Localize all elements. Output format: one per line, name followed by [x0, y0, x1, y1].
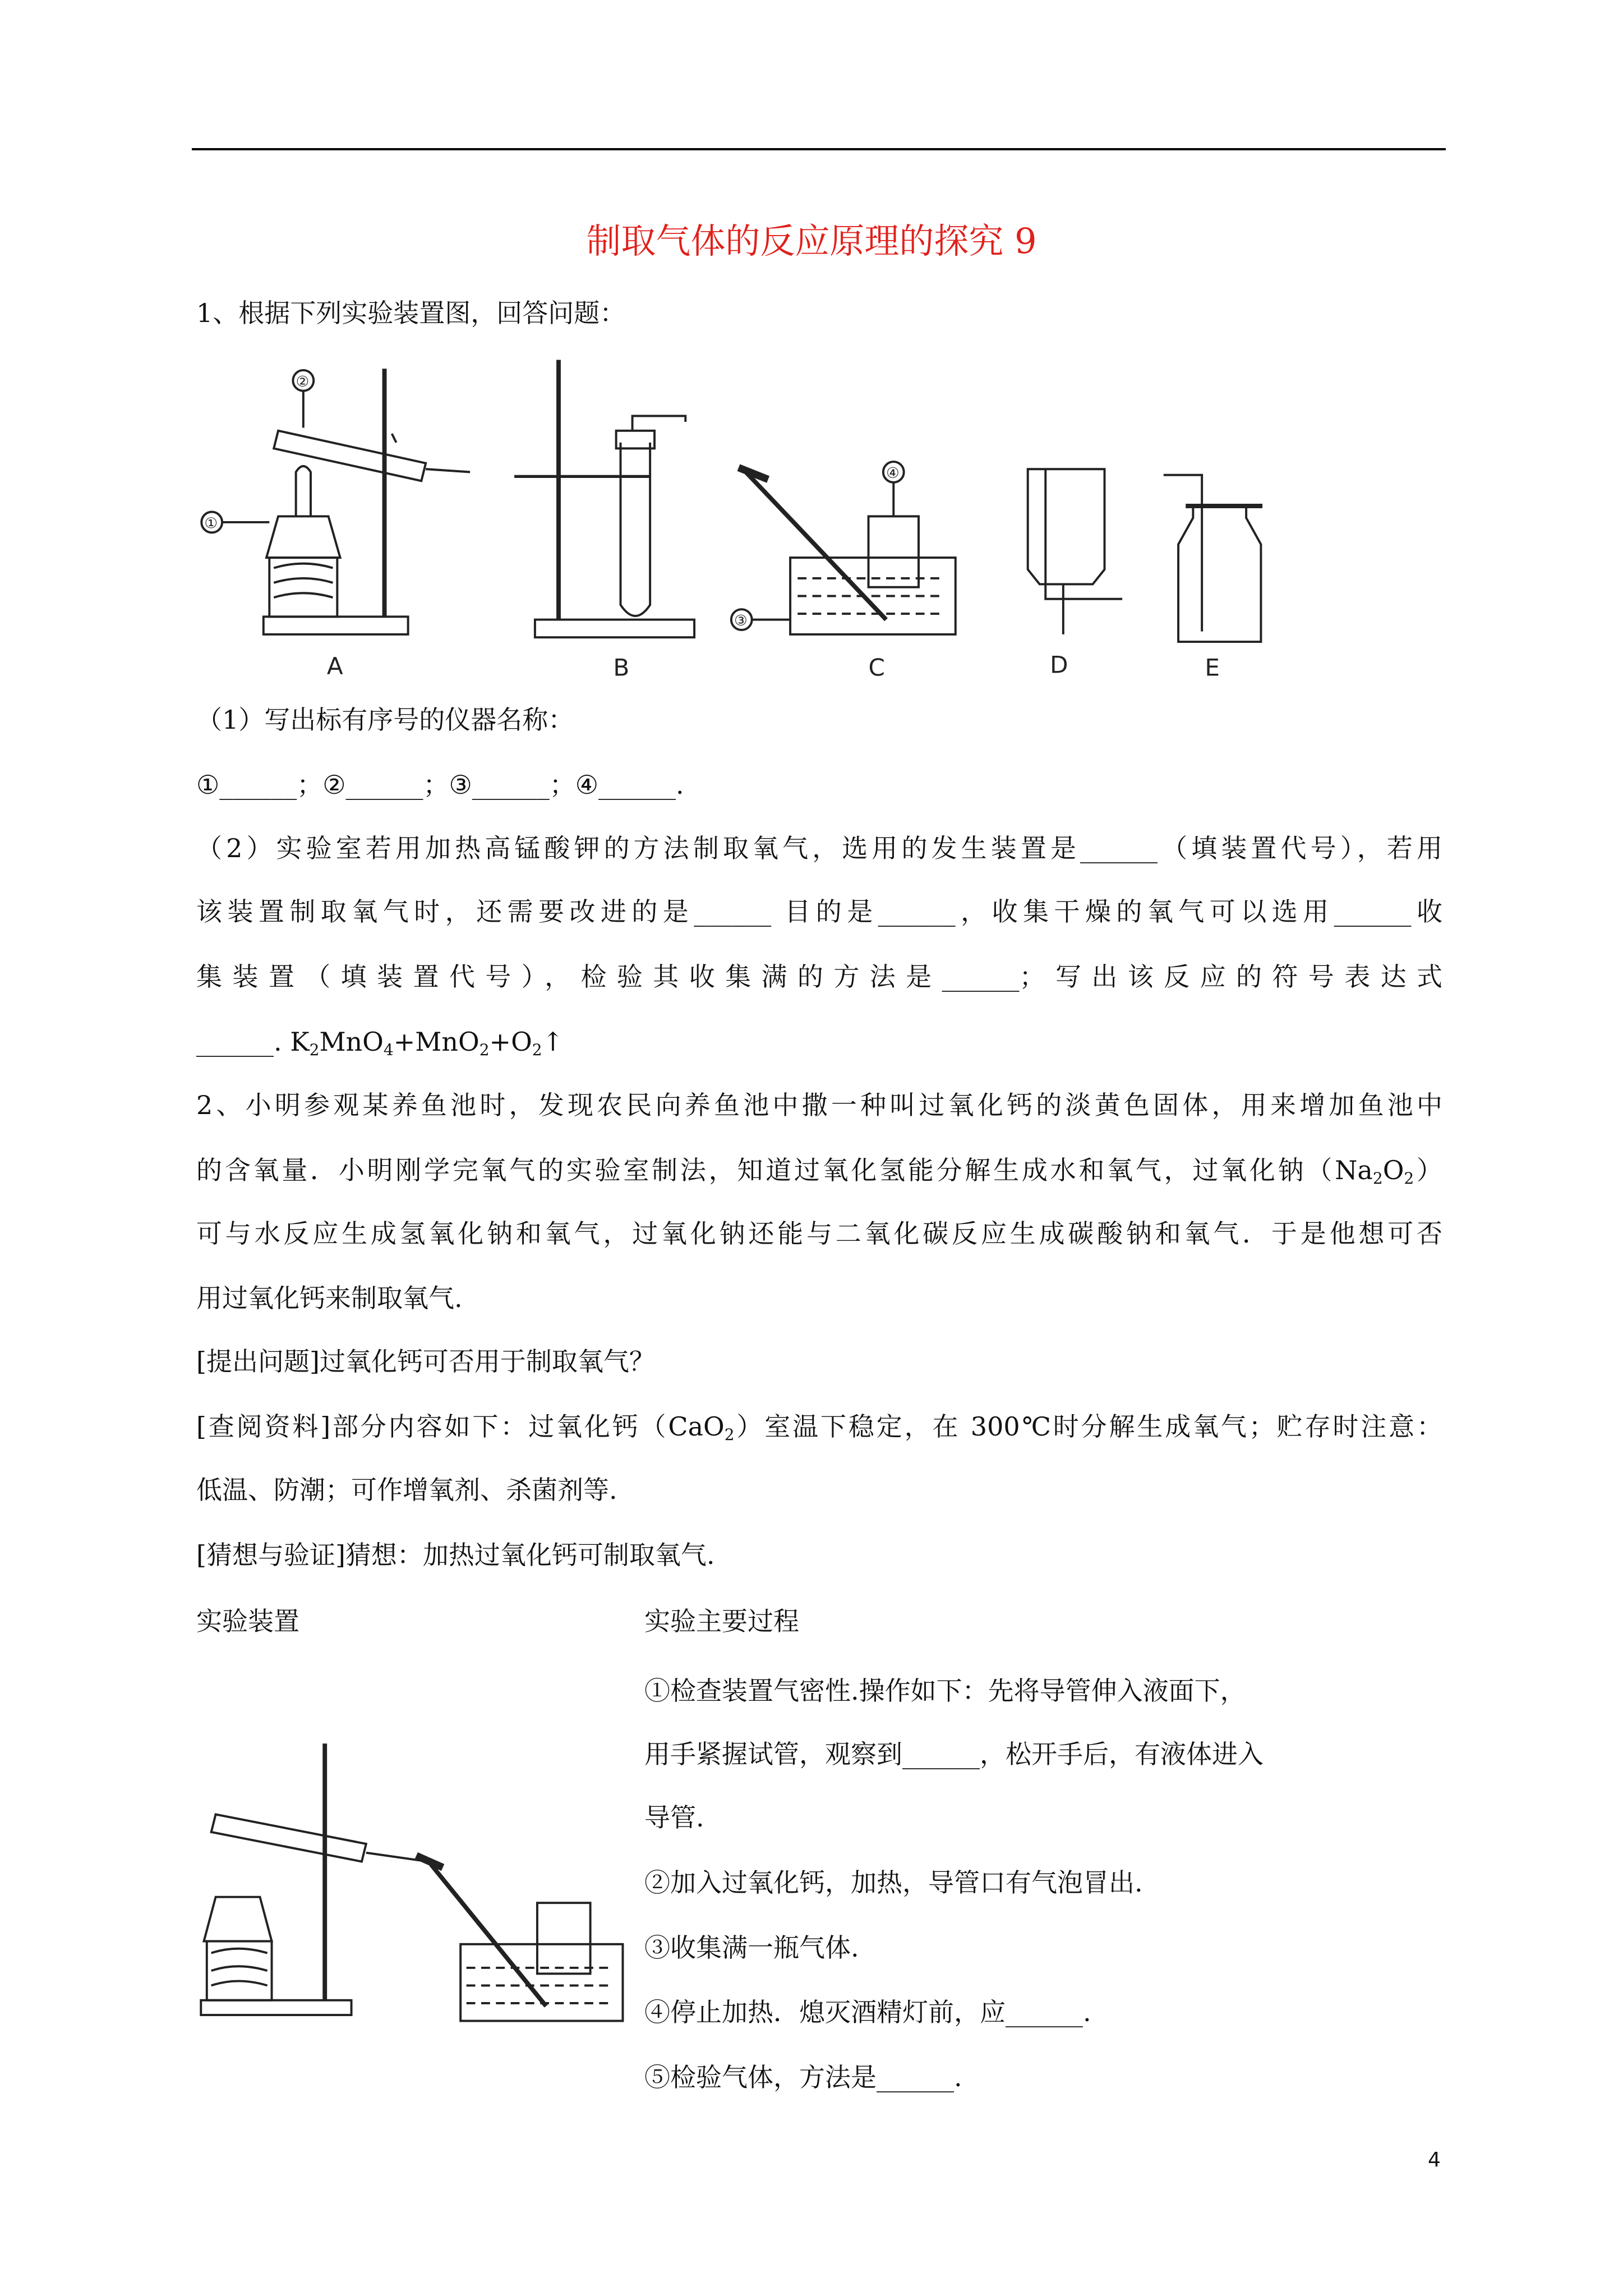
text-segment: +MnO [393, 1027, 479, 1057]
text-line [644, 1674, 1246, 1708]
text-segment: ）室温下稳定，在 300℃时分解生成氧气；贮存时注意： [734, 1411, 1442, 1442]
text-segment: 导管. [644, 1802, 704, 1833]
text-segment: 2、小明参观某养鱼池时，发现农民向养鱼池中撒一种叫过氧化钙的淡黄色固体，用来增加鱼池中 [196, 1090, 1442, 1120]
text-line [196, 1025, 564, 1067]
text-segment: 用过氧化钙来制取氧气. [196, 1283, 463, 1313]
text-line [196, 831, 1442, 865]
text-line [644, 1737, 1264, 1771]
subscript: 2 [724, 1425, 735, 1444]
apparatus-c [731, 462, 956, 682]
text-segment: ↑ [542, 1027, 564, 1057]
text-segment: ______. K [196, 1027, 310, 1057]
text-line [196, 895, 1442, 928]
text-line [644, 2060, 962, 2094]
text-line [644, 1801, 704, 1834]
page-title: 制取气体的反应原理的探究 9 [586, 220, 1037, 261]
text-line [196, 1538, 715, 1572]
text-segment: [提出问题]过氧化钙可否用于制取氧气？ [196, 1346, 655, 1377]
text-line [196, 1604, 299, 1638]
text-segment: ①检查装置气密性.操作如下：先将导管伸入液面下， [644, 1676, 1246, 1706]
text-line [644, 1866, 1143, 1899]
text-segment: ③收集满一瓶气体. [644, 1932, 859, 1963]
subscript: 2 [309, 1041, 320, 1059]
marker-3: ③ [734, 613, 748, 630]
text-segment: 1、根据下列实验装置图，回答问题： [196, 298, 626, 328]
text-segment: （2）实验室若用加热高锰酸钾的方法制取氧气，选用的发生装置是______（填装置代号），若用 [196, 833, 1442, 863]
label-e: E [1205, 654, 1220, 682]
text-segment: ①______；②______；③______；④______. [196, 770, 684, 800]
subscript: 4 [383, 1041, 394, 1059]
text-segment: 实验主要过程 [644, 1606, 799, 1636]
text-line [196, 296, 625, 330]
text-segment: 集装置（填装置代号），检验其收集满的方法是______；写出该反应的符号表达式 [196, 961, 1442, 992]
marker-1: ① [204, 515, 218, 532]
marker-2: ② [296, 373, 310, 390]
subscript: 2 [1404, 1169, 1414, 1188]
label-b: B [613, 654, 630, 682]
apparatus-e [1164, 475, 1262, 682]
text-line [196, 1088, 1442, 1122]
text-segment: 实验装置 [196, 1606, 299, 1636]
marker-4: ④ [886, 465, 900, 482]
text-segment: 的含氧量．小明刚学完氧气的实验室制法，知道过氧化氢能分解生成水和氧气，过氧化钠（Na [196, 1155, 1373, 1185]
text-line [196, 703, 574, 737]
text-segment: 可与水反应生成氢氧化钠和氧气，过氧化钠还能与二氧化碳反应生成碳酸钠和氧气．于是他想可否 [196, 1218, 1442, 1249]
text-segment: [查阅资料]部分内容如下：过氧化钙（CaO [196, 1411, 725, 1442]
text-line [196, 1345, 655, 1378]
text-segment: O [1382, 1155, 1404, 1185]
text-segment: 用手紧握试管，观察到______，松开手后，有液体进入 [644, 1739, 1264, 1769]
apparatus-figure-1 [192, 354, 1285, 686]
label-c: C [868, 654, 885, 682]
text-line [196, 1217, 1442, 1250]
text-line [196, 960, 1442, 993]
text-segment: ④停止加热．熄灭酒精灯前，应______. [644, 1997, 1091, 2027]
text-line [196, 1281, 463, 1315]
text-line [644, 1604, 799, 1638]
header-rule [192, 148, 1446, 150]
text-segment: +O [489, 1027, 532, 1057]
text-line [644, 1995, 1091, 2029]
text-segment: MnO [319, 1027, 384, 1057]
subscript: 2 [532, 1041, 542, 1059]
text-line [196, 1153, 1442, 1195]
apparatus-d [1028, 469, 1122, 678]
subscript: 2 [1372, 1169, 1383, 1188]
text-line [196, 1410, 1442, 1452]
text-segment: [猜想与验证]猜想：加热过氧化钙可制取氧气. [196, 1540, 715, 1570]
apparatus-a [201, 369, 470, 680]
text-segment: （1）写出标有序号的仪器名称： [196, 705, 574, 735]
text-segment: 该装置制取氧气时，还需要改进的是______ 目的是______，收集干燥的氧气可以选用______收 [196, 896, 1442, 927]
apparatus-b [514, 360, 694, 682]
text-line [644, 1931, 859, 1964]
text-line [196, 768, 684, 802]
label-d: D [1050, 651, 1068, 679]
text-line [196, 1473, 617, 1507]
text-segment: 低温、防潮；可作增氧剂、杀菌剂等. [196, 1475, 617, 1505]
apparatus-figure-2 [192, 1736, 635, 2031]
label-a: A [326, 652, 343, 680]
text-segment: ②加入过氧化钙，加热，导管口有气泡冒出. [644, 1867, 1143, 1898]
text-segment: ） [1414, 1155, 1442, 1185]
page-number: 4 [1428, 2148, 1441, 2171]
subscript: 2 [479, 1041, 490, 1059]
text-segment: ⑤检验气体，方法是______. [644, 2062, 962, 2092]
